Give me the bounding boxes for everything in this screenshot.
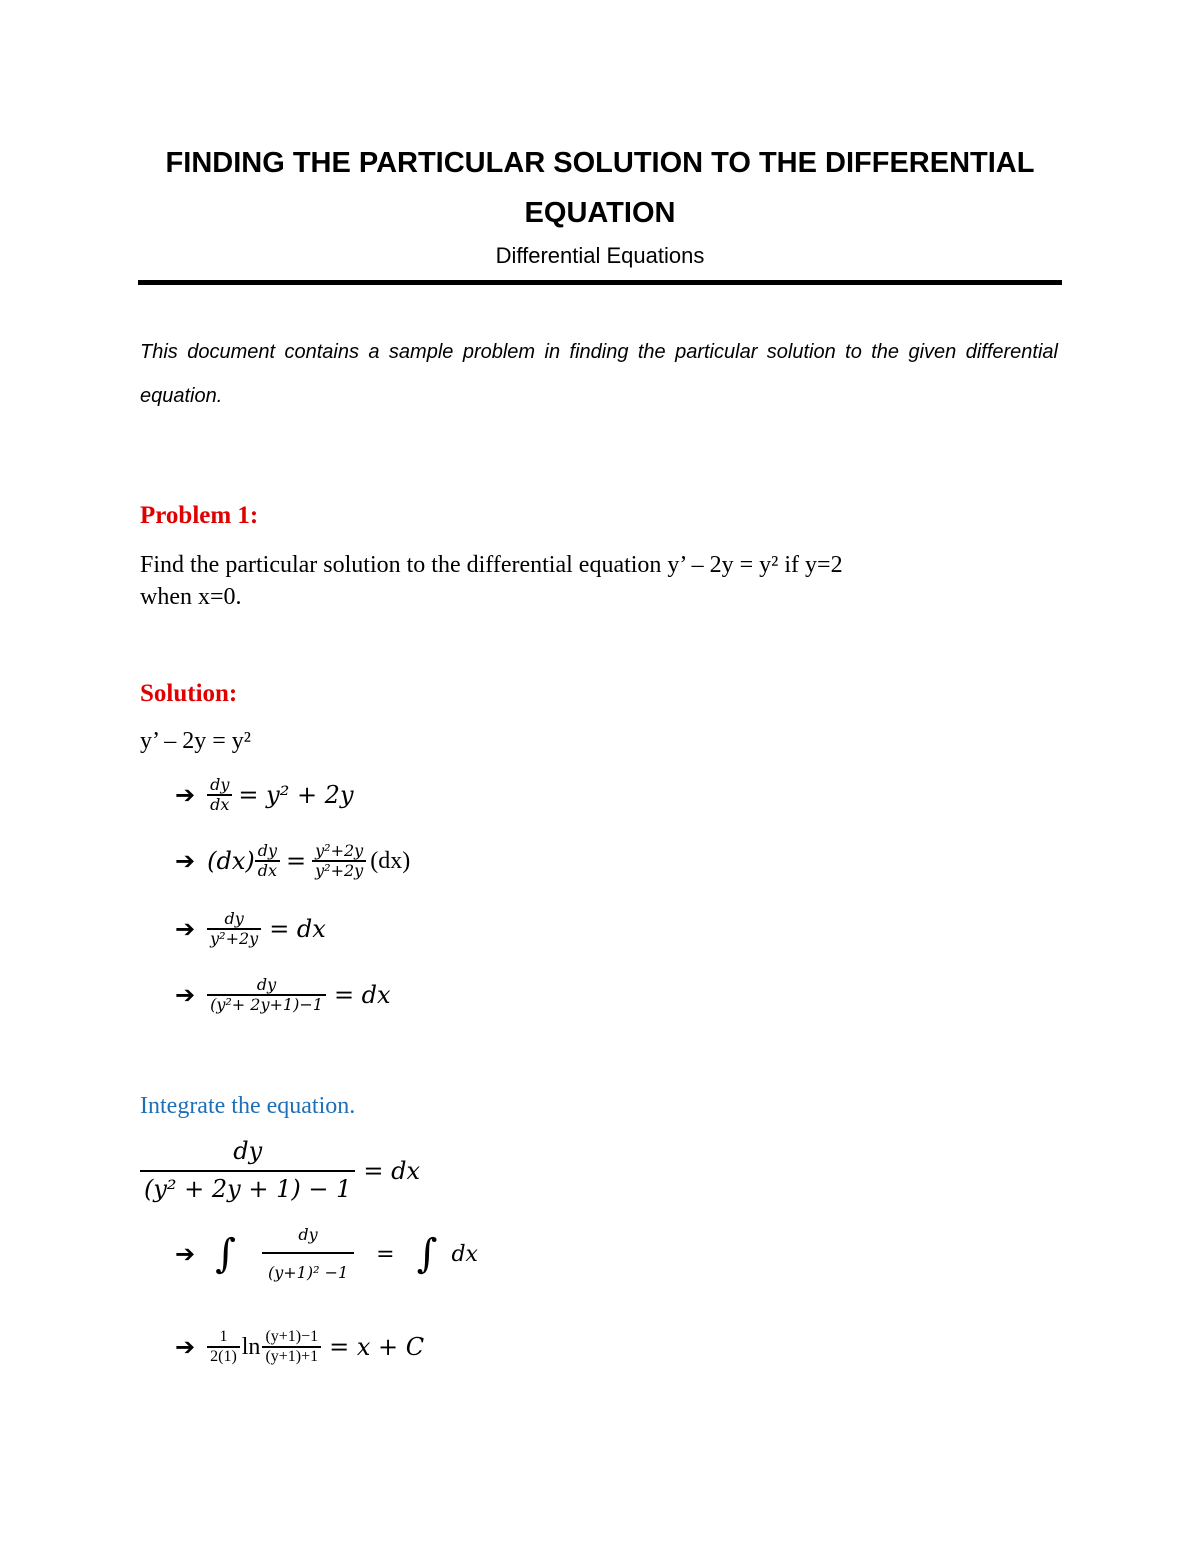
solution-step-3 <box>175 910 326 949</box>
rhs: = y² + 2y <box>238 781 354 810</box>
given-equation: y’ – 2y = y² <box>140 728 251 754</box>
denominator: y²+2y <box>207 928 261 948</box>
problem-text-line2: when x=0. <box>140 584 242 610</box>
fraction <box>262 1226 354 1283</box>
denominator: (y+1)² −1 <box>262 1252 354 1282</box>
equals-sign: = <box>286 847 307 876</box>
numerator: 1 <box>219 1328 228 1345</box>
fraction <box>207 976 326 1015</box>
rhs: = dx <box>363 1156 421 1185</box>
solution-step-1 <box>175 776 354 815</box>
numerator: dy <box>233 1137 263 1165</box>
fraction <box>207 910 261 949</box>
solution-step-2 <box>175 842 410 881</box>
doc-title-line2: EQUATION <box>524 197 676 229</box>
doc-subtitle: Differential Equations <box>495 243 705 268</box>
arrow-icon: ➔ <box>175 1333 196 1362</box>
problem-heading: Problem 1: <box>140 502 259 529</box>
denominator: (y+1)+1 <box>262 1346 321 1366</box>
solution-step-6 <box>175 1328 424 1367</box>
numerator: dy <box>224 909 244 928</box>
arrow-icon: ➔ <box>175 915 196 944</box>
arrow-icon: ➔ <box>175 1240 196 1269</box>
numerator: y²+2y <box>315 841 364 860</box>
numerator: dy <box>256 975 277 994</box>
arrow-icon: ➔ <box>175 847 196 876</box>
denominator: (y²+ 2y+1)−1 <box>207 994 326 1014</box>
doc-title-line1: FINDING THE PARTICULAR SOLUTION TO THE DIFFERENTIAL <box>165 147 1035 179</box>
lhs-prefix: (dx) <box>207 847 255 876</box>
numerator: (y+1)−1 <box>265 1328 319 1345</box>
denominator: dx <box>255 860 280 880</box>
intro-paragraph: This document contains a sample problem in finding the particular solution to the given differential equation. <box>140 341 1058 407</box>
numerator: dy <box>298 1225 318 1244</box>
integral-sign-2: ∫ <box>416 1231 438 1278</box>
fraction-2 <box>262 1328 321 1367</box>
denominator: (y² + 2y + 1) − 1 <box>140 1170 355 1204</box>
rhs: (dx) <box>370 847 411 874</box>
solution-step-5 <box>175 1226 478 1283</box>
denominator: y²+2y <box>312 860 366 880</box>
rhs: dx <box>451 1241 478 1267</box>
denominator: dx <box>207 794 232 814</box>
problem-text-line1: Find the particular solution to the differential equation y’ – 2y = y² if y=2 <box>140 552 843 578</box>
fraction-2 <box>312 842 366 881</box>
rhs: = dx <box>333 981 391 1010</box>
integral-sign: ∫ <box>215 1231 236 1278</box>
denominator: 2(1) <box>207 1346 240 1366</box>
numerator: dy <box>210 775 230 794</box>
solution-heading: Solution: <box>140 680 238 707</box>
equals-sign: = <box>376 1241 395 1267</box>
fraction <box>207 1328 240 1367</box>
solution-step-4 <box>175 976 391 1015</box>
rhs: = x + C <box>329 1333 425 1362</box>
fraction <box>255 842 280 881</box>
integrate-heading: Integrate the equation. <box>140 1093 356 1119</box>
fraction <box>207 776 232 815</box>
numerator: dy <box>257 841 278 860</box>
fraction <box>140 1138 355 1203</box>
integrate-equation <box>140 1138 420 1203</box>
title-divider <box>138 280 1062 285</box>
arrow-icon: ➔ <box>175 981 196 1010</box>
ln-operator: ln <box>241 1333 261 1360</box>
arrow-icon: ➔ <box>175 781 196 810</box>
rhs: = dx <box>269 915 326 944</box>
